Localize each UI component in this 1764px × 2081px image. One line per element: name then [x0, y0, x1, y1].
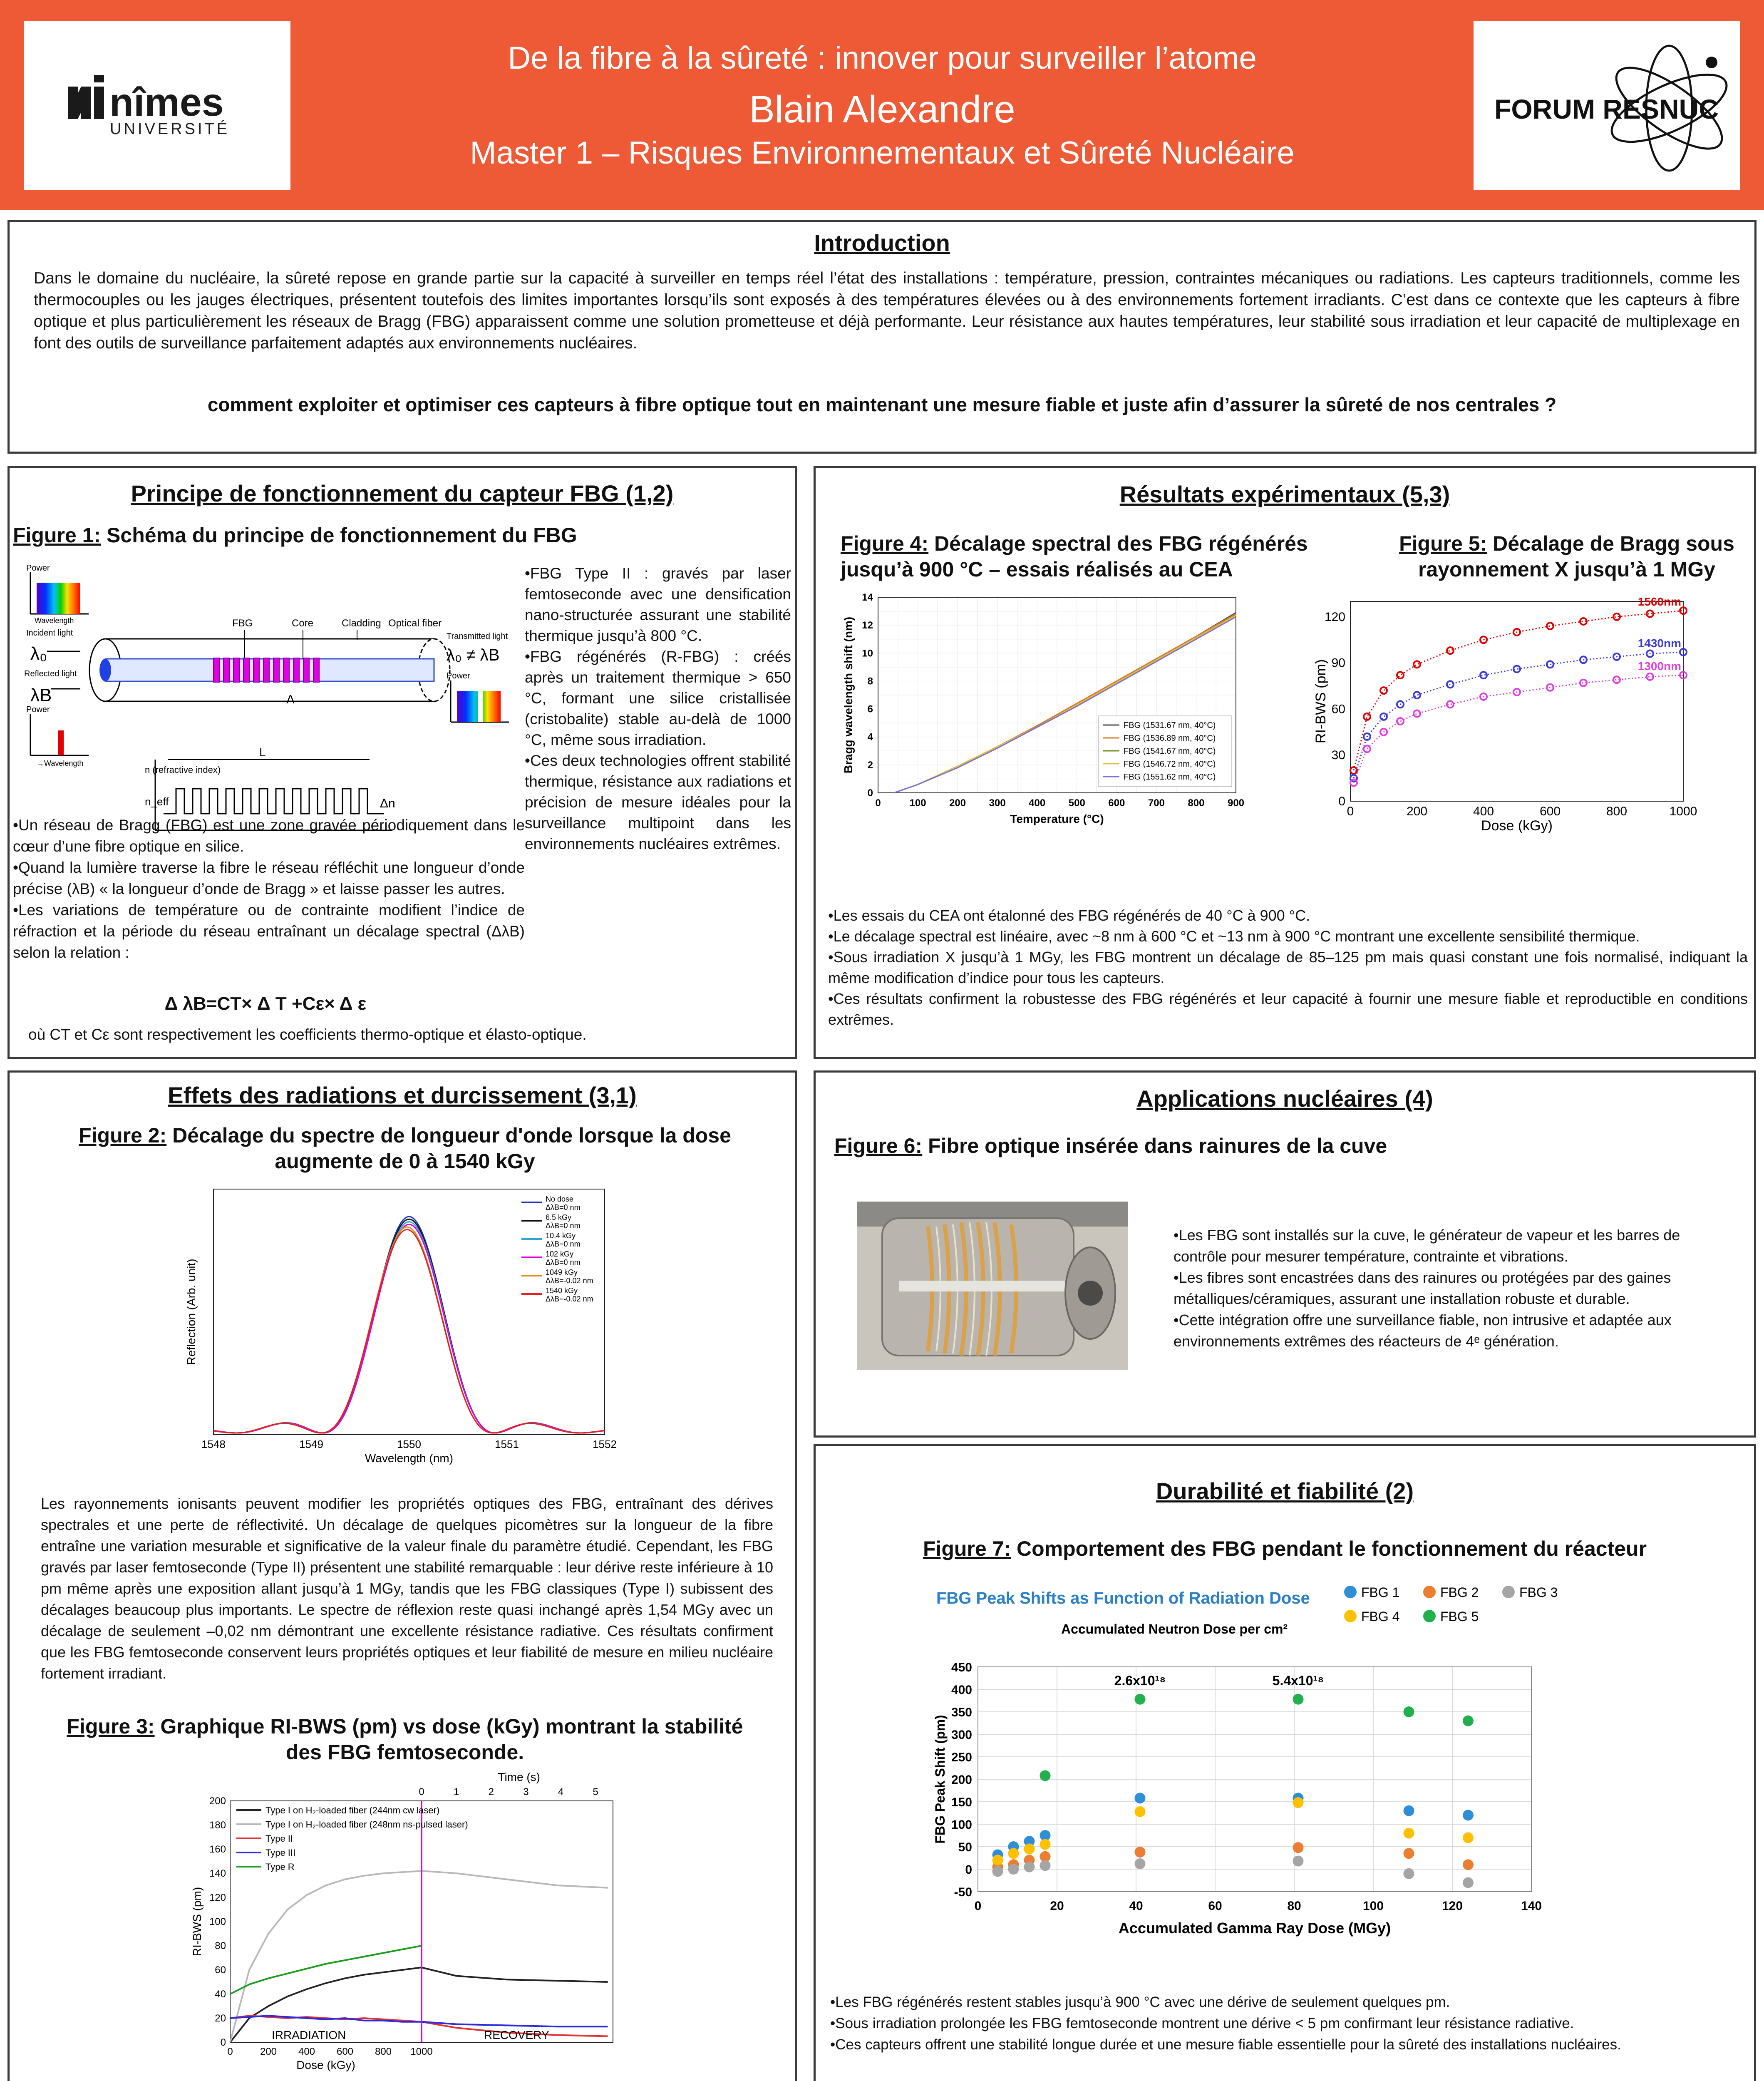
data-point	[1463, 1810, 1474, 1820]
figure2-caption-text: Décalage du spectre de longueur d'onde lorsque la dose augmente de 0 à 1540 kGy	[166, 1124, 731, 1173]
data-point	[1135, 1694, 1146, 1705]
data-point	[1404, 1706, 1414, 1717]
x-tick-label: 400	[1473, 805, 1494, 818]
principe-right-bullets	[525, 563, 791, 854]
legend-entry: Type R	[265, 1862, 295, 1872]
y-tick-label: 100	[209, 1916, 226, 1927]
x-tick-label: 0	[1347, 805, 1354, 818]
durabilite-panel	[814, 1444, 1756, 2081]
effets-title: Effets des radiations et durcissement (3,1)	[168, 1082, 637, 1108]
y-tick-label: 90	[1331, 656, 1345, 670]
y-tick-label: 80	[215, 1940, 226, 1952]
power-label-transmitted: Power	[447, 671, 470, 680]
x-axis-label: Dose (kGy)	[1481, 818, 1553, 834]
x-tick-label: 100	[909, 797, 926, 809]
figure5-caption	[1379, 531, 1754, 582]
y-axis-label: FBG Peak Shift (pm)	[933, 1715, 948, 1844]
recovery-annotation: RECOVERY	[484, 2029, 549, 2041]
data-point	[1414, 661, 1420, 668]
logo-universite-text: UNIVERSITÉ	[110, 120, 230, 138]
y-axis-label: Reflection (Arb. unit)	[185, 1259, 198, 1365]
data-point	[1293, 1797, 1304, 1808]
legend-entry: 1540 kGy	[546, 1286, 578, 1295]
x-tick-label: 80	[1287, 1899, 1301, 1913]
data-point	[1404, 1848, 1414, 1859]
y-tick-label: 14	[862, 593, 873, 603]
series-trend	[1354, 675, 1683, 782]
principe-right-bullet: •FBG Type II : gravés par laser femtoseconde avec une densification nano-structurée assurant une stabilité thermique jusqu’à 800 °C.	[525, 565, 791, 644]
series-label: 1300nm	[1637, 660, 1681, 673]
resultats-bullet: •Le décalage spectral est linéaire, avec ~8 nm à 600 °C et ~13 nm à 900 °C montrant une excellente sensibilité thermique.	[828, 928, 1640, 945]
effets-panel	[7, 1070, 797, 2081]
figure1-label: Figure 1:	[13, 524, 101, 547]
applications-title: Applications nucléaires (4)	[1136, 1085, 1433, 1112]
legend-entry: Type II	[265, 1833, 293, 1844]
time-tick-label: 1	[453, 1786, 459, 1798]
fbg-label: FBG	[232, 618, 253, 629]
figure7-caption	[816, 1536, 1754, 1562]
principe-title: Principe de fonctionnement du capteur FBG (1,2)	[131, 480, 674, 507]
x-tick-label: 900	[1227, 797, 1245, 809]
y-tick-label: 0	[220, 2037, 226, 2048]
x-tick-label: 1552	[593, 1438, 617, 1450]
y-tick-label: 12	[862, 620, 873, 631]
legend-entry: FBG (1546.72 nm, 40°C)	[1124, 760, 1216, 769]
durabilite-bullet: •Les FBG régénérés restent stables jusqu’à 900 °C avec une dérive de seulement quelques pm.	[830, 1994, 1450, 2010]
legend-entry: 10.4 kGy	[546, 1232, 576, 1240]
incident-light-label: Incident light	[26, 628, 73, 638]
poster-title: De la fibre à la sûreté : innover pour surveiller l’atome	[508, 40, 1257, 76]
figure7-caption-text: Comportement des FBG pendant le fonctionnement du réacteur	[1011, 1537, 1647, 1560]
legend-swatch	[1344, 1610, 1357, 1622]
x-tick-label: 0	[875, 797, 881, 809]
x-axis-label: Dose (kGy)	[296, 2059, 355, 2071]
x-tick-label: 1549	[299, 1438, 323, 1450]
neutron-dose-annotation: 5.4x10¹⁸	[1272, 1673, 1324, 1688]
legend-entry: FBG (1531.67 nm, 40°C)	[1124, 721, 1216, 730]
applications-bullet: •Les FBG sont installés sur la cuve, le générateur de vapeur et les barres de contrôle pour mesurer température, contrainte et vibrations.	[1174, 1227, 1680, 1265]
data-point	[1404, 1805, 1414, 1816]
figure5-caption-text: Décalage de Bragg sous rayonnement X jusqu’à 1 MGy	[1418, 532, 1734, 581]
formula-note: où CT et Cε sont respectivement les coefficients thermo-optique et élasto-optique.	[28, 1026, 587, 1043]
principe-left-bullets	[13, 815, 525, 963]
data-point	[1463, 1859, 1474, 1870]
y-tick-label: 200	[209, 1795, 226, 1807]
x-tick-label: 800	[1188, 797, 1205, 809]
resultats-panel	[814, 466, 1756, 1059]
y-tick-label: 40	[215, 1989, 226, 2000]
x-axis-label: Wavelength (nm)	[365, 1452, 454, 1465]
resultats-bullets	[828, 905, 1748, 1030]
y-tick-label: 0	[965, 1863, 972, 1877]
y-tick-label: 150	[951, 1795, 972, 1809]
data-point	[1135, 1806, 1146, 1817]
research-question: comment exploiter et optimiser ces capteurs à fibre optique tout en maintenant une mesure fiable et juste afin d’assurer la sûreté de nos centrales ?	[207, 394, 1557, 415]
figure3-label: Figure 3:	[67, 1715, 155, 1738]
y-tick-label: 4	[867, 731, 873, 743]
x-tick-label: 0	[227, 2046, 233, 2057]
reflected-peak	[58, 730, 64, 755]
figure7-chart	[928, 1579, 1585, 1942]
data-point	[1463, 1716, 1474, 1726]
x-tick-label: 0	[974, 1899, 982, 1913]
y-tick-label: 120	[1324, 610, 1345, 624]
core-label: Core	[292, 618, 314, 629]
x-tick-label: 400	[1029, 797, 1046, 809]
principe-right-bullet: •FBG régénérés (R-FBG) : créés après un traitement thermique > 650 °C, formant une silice cristallisée (cristobalite) stable au-delà de 1000 °C, même sous irradiation.	[525, 648, 791, 748]
data-point	[1364, 745, 1370, 752]
neutron-axis-label: Accumulated Neutron Dose per cm²	[1061, 1622, 1288, 1636]
lambdaB-label: λB	[30, 685, 52, 705]
figure3-caption-text: Graphique RI-BWS (pm) vs dose (kGy) montrant la stabilité des FBG femtoseconde.	[154, 1715, 743, 1764]
data-point	[1040, 1860, 1051, 1871]
legend-entry: Type III	[265, 1848, 296, 1858]
data-point	[1040, 1839, 1051, 1850]
introduction-body: Dans le domaine du nucléaire, la sûreté repose en grande partie sur la capacité à surveiller en temps réel l’état des installations : température, pression, contraintes mécaniques ou radiations. Les capteurs traditionnels, comme les thermocouples ou les jauges électriques, présentent toutefois des limites importantes lorsqu’ils sont exposés à des températures élevées ou à des environnements fortement irradiants. C’est dans ce contexte que les capteurs à fibre optique et plus particulièrement les réseaux de Bragg (FBG) apparaissent comme une solution prometteuse et déjà performante. Leur résistance aux hautes températures, leur stabilité sous irradiation et leur capacité de multiplexage en font des outils de surveillance parfaitement adaptés aux environnements nucléaires.	[34, 269, 1740, 352]
cladding-label: Cladding	[342, 618, 381, 629]
neutron-dose-annotation: 2.6x10¹⁸	[1114, 1673, 1166, 1688]
figure5-chart	[1313, 593, 1742, 839]
x-tick-label: 200	[1406, 805, 1428, 818]
legend-entry: FBG 2	[1440, 1585, 1479, 1600]
logo-forum-text: FORUM RESNUC	[1494, 94, 1719, 124]
principe-right-bullet: •Ces deux technologies offrent stabilité thermique, résistance aux radiations et précision de mesure idéales pour la surveillance multipoint dans les environnements nucléaires extrêmes.	[525, 752, 791, 852]
applications-panel	[814, 1070, 1756, 1438]
nimes-universite-logo	[24, 21, 290, 190]
legend-entry: FBG 3	[1519, 1585, 1558, 1600]
applications-bullets	[1174, 1224, 1735, 1352]
y-tick-label: 120	[209, 1892, 226, 1903]
transmitted-lambda-label: λ₀ ≠ λB	[447, 646, 500, 664]
figure5-label: Figure 5:	[1399, 532, 1487, 555]
principe-panel	[7, 466, 797, 1059]
x-tick-label: 800	[375, 2046, 392, 2057]
reflected-light-label: Reflected light	[24, 669, 77, 678]
legend-note: ΔλB=0 nm	[546, 1258, 581, 1266]
y-tick-label: 2	[867, 759, 873, 771]
grating-length-label: L	[259, 746, 266, 759]
data-point	[1135, 1793, 1146, 1803]
chart-title: FBG Peak Shifts as Function of Radiation Dose	[936, 1589, 1310, 1607]
y-tick-label: 30	[1331, 748, 1345, 762]
legend-note: ΔλB=0 nm	[546, 1203, 581, 1212]
principe-left-bullet: •Quand la lumière traverse la fibre le réseau réfléchit une longueur d’onde précise (λB) « la longueur d’onde de Bragg » et laisse passer les autres.	[13, 859, 525, 897]
data-point	[1397, 672, 1404, 678]
durabilite-bullets	[830, 1992, 1746, 2055]
legend-entry: FBG 1	[1361, 1585, 1400, 1600]
y-tick-label: 6	[867, 703, 873, 715]
legend-swatch	[1423, 1586, 1436, 1598]
figure1-caption-text: Schéma du principe de fonctionnement du FBG	[101, 524, 577, 547]
y-tick-label: 400	[951, 1683, 972, 1697]
incident-spectrum	[37, 583, 80, 614]
y-tick-label: 180	[209, 1820, 226, 1831]
legend-entry: FBG 5	[1440, 1609, 1479, 1624]
figure4-caption-text: Décalage spectral des FBG régénérés jusqu’à 900 °C – essais réalisés au CEA	[841, 532, 1308, 581]
figure4-label: Figure 4:	[841, 532, 929, 555]
time-tick-label: 3	[523, 1786, 529, 1798]
legend-entry: No dose	[546, 1195, 574, 1203]
y-tick-label: 8	[867, 675, 873, 687]
power-label-reflected: Power	[26, 705, 50, 714]
x-tick-label: 800	[1606, 805, 1628, 818]
y-tick-label: 0	[1338, 795, 1345, 808]
bragg-formula: Δ λB=CT× Δ T +Cε× Δ ε	[164, 993, 367, 1014]
optical-fiber-label: Optical fiber	[388, 618, 442, 629]
resultats-bullet: •Sous irradiation X jusqu’à 1 MGy, les FBG montrent un décalage de 85–125 pm mais quasi constant une fois normalisé, indiquant la même modification d’indice pour tous les capteurs.	[828, 949, 1748, 986]
principe-left-bullet: •Un réseau de Bragg (FBG) est une zone gravée périodiquement dans le cœur d’une fibre optique en silice.	[13, 817, 525, 855]
program-name: Master 1 – Risques Environnementaux et Sûreté Nucléaire	[470, 135, 1295, 171]
irradiation-annotation: IRRADIATION	[272, 2029, 346, 2041]
data-point	[1380, 713, 1387, 720]
y-tick-label: 10	[862, 648, 873, 659]
y-tick-label: 300	[951, 1728, 972, 1742]
data-point	[1463, 1877, 1474, 1888]
durabilite-title: Durabilité et fiabilité (2)	[1156, 1478, 1414, 1504]
y-axis-label: RI-BWS (pm)	[1313, 659, 1329, 744]
legend-note: ΔλB=-0.02 nm	[546, 1276, 593, 1285]
y-tick-label: 250	[951, 1751, 972, 1764]
legend-entry: 6.5 kGy	[546, 1213, 572, 1222]
x-tick-label: 100	[1362, 1899, 1384, 1913]
legend-entry: FBG 4	[1361, 1609, 1400, 1624]
series-label: 1430nm	[1637, 636, 1681, 650]
legend-note: ΔλB=0 nm	[546, 1240, 581, 1248]
data-point	[992, 1866, 1003, 1877]
y-tick-label: 60	[1331, 702, 1345, 716]
figure4-caption	[841, 531, 1369, 582]
data-point	[1380, 687, 1387, 694]
figure2-chart	[180, 1185, 638, 1476]
x-tick-label: 200	[949, 797, 966, 809]
figure4-chart	[841, 593, 1257, 834]
data-point	[1364, 713, 1370, 720]
x-tick-label: 1550	[397, 1438, 421, 1450]
effets-body: Les rayonnements ionisants peuvent modifier les propriétés optiques des FBG, entraînant des dérives spectrales et une perte de réflectivité. Un décalage de quelques picomètres sur la longueur de la fibre entraîne une variation mesurable et significative de la valeur finale du paramètre étudié. Cependant, les FBG gravés par laser femtoseconde (Type II) présentent une stabilité remarquable : leur dérive reste inférieure à 10 pm même après une exposition allant jusqu’à 1 MGy, tandis que les FBG classiques (Type I) subissent des décalages beaucoup plus importants. Le spectre de réflexion reste quasi inchangé après 1,54 MGy avec un décalage de seulement –0,02 nm démontrant une excellente résistance radiative. Ces résultats confirment que les FBG femtoseconde conservent leurs propriétés optiques et leur fiabilité de mesure en milieu nucléaire fortement irradiant.	[41, 1495, 773, 1682]
y-tick-label: 160	[209, 1844, 226, 1855]
y-tick-label: 140	[209, 1868, 226, 1879]
data-point	[1040, 1770, 1051, 1781]
x-tick-label: 1000	[1669, 805, 1697, 818]
author-name: Blain Alexandre	[749, 88, 1015, 131]
data-point	[1397, 718, 1404, 725]
series-label: 1560nm	[1637, 595, 1681, 608]
x-tick-label: 1000	[410, 2046, 433, 2057]
index-modulation-profile	[164, 789, 384, 814]
data-point	[1008, 1848, 1019, 1859]
refractive-index-label: n (refractive index)	[145, 765, 221, 775]
data-point	[1293, 1694, 1304, 1705]
y-tick-label: 50	[958, 1840, 972, 1854]
wavelength-label-input: Wavelength	[35, 616, 74, 625]
x-tick-label: 600	[336, 2046, 354, 2057]
data-point	[1024, 1843, 1035, 1854]
fbg-principle-diagram	[18, 564, 534, 851]
x-tick-label: 140	[1521, 1899, 1542, 1913]
y-tick-label: 20	[215, 2013, 226, 2024]
legend-entry: Type I on H₂-loaded fiber (248nm ns-pulsed laser)	[265, 1819, 468, 1830]
figure6-caption	[834, 1133, 1583, 1159]
transmitted-light-label: Transmitted light	[447, 632, 508, 641]
x-axis-label: Temperature (°C)	[1010, 812, 1104, 825]
data-point	[1350, 780, 1357, 786]
y-tick-label: 450	[951, 1661, 972, 1674]
time-tick-label: 4	[558, 1786, 564, 1798]
neff-label: n_eff	[145, 795, 169, 808]
figure3-chart	[184, 1768, 634, 2081]
period-label: Λ	[286, 693, 295, 706]
legend-entry: Type I on H₂-loaded fiber (244nm cw laser)	[265, 1805, 440, 1815]
legend-swatch	[1344, 1586, 1357, 1598]
transmitted-notch	[478, 691, 483, 722]
data-point	[1135, 1858, 1146, 1869]
resultats-bullet: •Les essais du CEA ont étalonné des FBG régénérés de 40 °C à 900 °C.	[828, 907, 1310, 924]
legend-swatch	[1423, 1610, 1436, 1622]
bragg-grating	[213, 658, 319, 682]
data-point	[1008, 1864, 1019, 1875]
data-point	[1463, 1832, 1474, 1843]
data-point	[1024, 1862, 1035, 1872]
fiber-grooves-photo	[857, 1202, 1128, 1370]
logo-nimes-text: nîmes	[109, 80, 224, 124]
forum-resnuc-logo	[1474, 21, 1740, 190]
figure2-label: Figure 2:	[79, 1124, 167, 1147]
figure1-caption	[13, 522, 795, 548]
legend-entry: FBG (1541.67 nm, 40°C)	[1124, 747, 1216, 756]
y-tick-label: 60	[215, 1964, 226, 1976]
y-tick-label: 200	[951, 1773, 972, 1787]
lambda0-label: λ₀	[30, 643, 47, 664]
introduction-title: Introduction	[814, 230, 950, 256]
data-point	[1447, 647, 1454, 654]
legend-entry: FBG (1536.89 nm, 40°C)	[1124, 734, 1216, 743]
x-tick-label: 600	[1108, 797, 1125, 809]
applications-bullet: •Les fibres sont encastrées dans des rainures ou protégées par des gaines métalliques/céramiques, assurant une installation robuste et durable.	[1174, 1269, 1671, 1307]
legend-note: ΔλB=-0.02 nm	[546, 1295, 593, 1303]
durabilite-bullet: •Ces capteurs offrent une stabilité longue durée et une mesure fiable essentielle pour la sûreté des installations nucléaires.	[830, 2036, 1621, 2053]
legend-note: ΔλB=0 nm	[546, 1222, 581, 1230]
x-tick-label: 600	[1539, 805, 1561, 818]
delta-n-label: Δn	[380, 797, 395, 810]
time-axis-label: Time (s)	[498, 1771, 540, 1783]
y-tick-label: 0	[867, 787, 873, 799]
figure7-label: Figure 7:	[923, 1537, 1011, 1560]
x-tick-label: 60	[1208, 1899, 1222, 1913]
x-tick-label: 300	[989, 797, 1006, 809]
x-tick-label: 200	[260, 2046, 277, 2057]
time-tick-label: 5	[593, 1786, 598, 1798]
legend-entry: 1049 kGy	[546, 1268, 578, 1276]
data-point	[1293, 1856, 1304, 1867]
series-line	[230, 2016, 608, 2026]
legend-entry: FBG (1551.62 nm, 40°C)	[1124, 772, 1216, 782]
time-tick-label: 2	[488, 1786, 494, 1798]
figure6-label: Figure 6:	[834, 1134, 923, 1157]
x-tick-label: 1548	[201, 1438, 226, 1450]
y-tick-label: 350	[951, 1706, 972, 1719]
header-banner	[0, 0, 1764, 210]
x-tick-label: 1551	[495, 1438, 519, 1450]
resultats-bullet: •Ces résultats confirment la robustesse des FBG régénérés et leur capacité à fournir une mesure fiable et reproductible en conditions extrêmes.	[828, 990, 1748, 1028]
figure6-caption-text: Fibre optique insérée dans rainures de la cuve	[922, 1134, 1387, 1157]
x-tick-label: 120	[1441, 1899, 1463, 1913]
y-tick-label: -50	[954, 1885, 972, 1899]
power-label-input: Power	[26, 564, 50, 573]
data-point	[1404, 1828, 1414, 1839]
wavelength-label-reflected: →Wavelength	[37, 759, 84, 767]
x-axis-label: Accumulated Gamma Ray Dose (MGy)	[1118, 1920, 1391, 1937]
figure3-caption	[51, 1713, 759, 1765]
data-point	[992, 1855, 1003, 1865]
applications-bullet: •Cette intégration offre une surveillance fiable, non intrusive et adaptée aux environnements extrêmes des réacteurs de 4ᵉ génération.	[1174, 1311, 1672, 1350]
x-tick-label: 700	[1148, 797, 1165, 809]
principe-left-bullet: •Les variations de température ou de contrainte modifient l’indice de réfraction et la période du réseau entraînant un décalage spectral (ΔλB) selon la relation :	[13, 901, 525, 961]
x-tick-label: 20	[1050, 1899, 1064, 1913]
x-tick-label: 500	[1068, 797, 1085, 809]
y-axis-label: Bragg wavelength shift (nm)	[842, 616, 855, 774]
legend-swatch	[1502, 1586, 1515, 1598]
data-point	[1293, 1842, 1304, 1853]
data-point	[1414, 692, 1420, 698]
data-point	[1135, 1847, 1146, 1858]
legend-entry: 102 kGy	[546, 1250, 574, 1258]
spectrum-line	[213, 1217, 605, 1433]
data-point	[1404, 1868, 1414, 1879]
y-tick-label: 100	[951, 1818, 972, 1832]
resultats-title: Résultats expérimentaux (5,3)	[1119, 481, 1450, 507]
y-axis-label: RI-BWS (pm)	[191, 1887, 203, 1957]
x-tick-label: 40	[1129, 1899, 1143, 1913]
durabilite-bullet: •Sous irradiation prolongée les FBG femtoseconde montrent une dérive < 5 pm confirmant leur résistance radiative.	[830, 2015, 1574, 2031]
figure2-caption	[51, 1122, 759, 1174]
introduction-panel	[7, 220, 1757, 454]
x-tick-label: 400	[298, 2046, 315, 2057]
time-tick-label: 0	[419, 1786, 424, 1798]
